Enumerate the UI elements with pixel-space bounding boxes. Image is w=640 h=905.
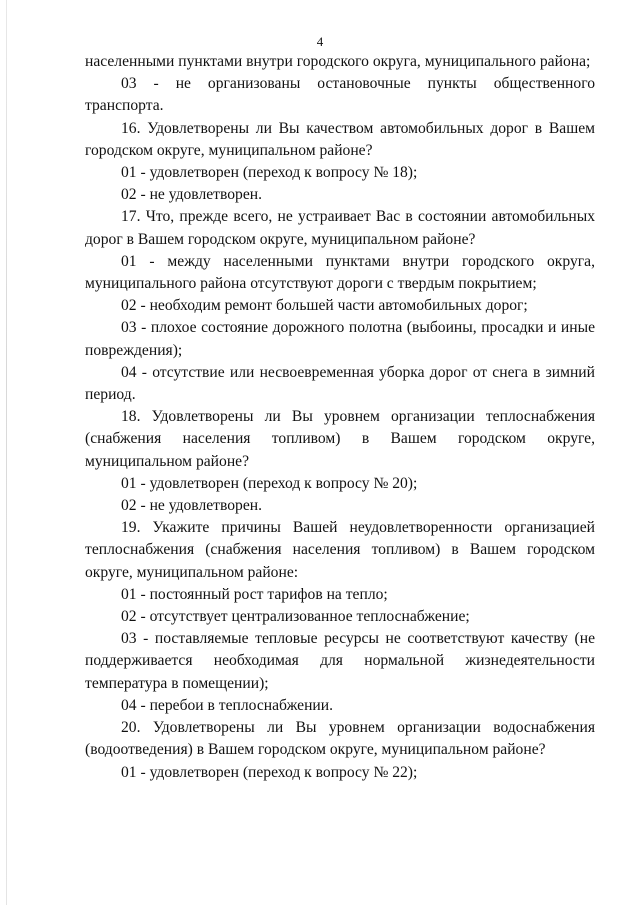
question-16: 16. Удовлетворены ли Вы качеством автомобильных дорог в Вашем городском округе, муниципальном районе? [85,119,595,159]
question-18: 18. Удовлетворены ли Вы уровнем организации теплоснабжения (снабжения населения топливом) в Вашем городском округе, муниципальном районе? [85,408,595,470]
answer-option: 03 - поставляемые тепловые ресурсы не соответствуют качеству (не поддерживается необходимая для нормальной жизнедеятельности температура в помещении); [85,630,595,692]
answer-option: 01 - удовлетворен (переход к вопросу № 20); [121,474,418,492]
paragraph-continuation: населенными пунктами внутри городского округа, муниципального района; [85,53,591,70]
answer-option: 02 - не удовлетворен. [121,186,262,204]
question-17: 17. Что, прежде всего, не устраивает Вас в состоянии автомобильных дорог в Вашем городском округе, муниципальном районе? [85,208,595,248]
answer-option: 01 - удовлетворен (переход к вопросу № 22); [121,763,418,781]
answer-option: 02 - не удовлетворен. [121,497,262,515]
answer-option: 01 - постоянный рост тарифов на тепло; [121,585,388,603]
answer-option: 03 - плохое состояние дорожного полотна (выбоины, просадки и иные повреждения); [85,319,595,359]
document-body [85,51,595,784]
answer-option: 04 - перебои в теплоснабжении. [121,696,334,714]
answer-option: 03 - не организованы остановочные пункты общественного транспорта. [85,75,595,115]
scan-edge-line [6,0,7,905]
question-19: 19. Укажите причины Вашей неудовлетворенности организацией теплоснабжения (снабжения населения топливом) в Вашем городском округе, муниципальном районе: [85,519,595,581]
question-20: 20. Удовлетворены ли Вы уровнем организации водоснабжения (водоотведения) в Вашем городском округе, муниципальном районе? [85,719,595,759]
page-number: 4 [316,34,324,49]
answer-option: 01 - удовлетворен (переход к вопросу № 18); [121,164,418,182]
answer-option: 02 - отсутствует централизованное теплоснабжение; [121,608,470,626]
answer-option: 01 - между населенными пунктами внутри городского округа, муниципального района отсутствуют дороги с твердым покрытием; [85,252,595,293]
answer-option: 04 - отсутствие или несвоевременная уборка дорог от снега в зимний период. [85,363,595,404]
answer-option: 02 - необходим ремонт большей части автомобильных дорог; [121,297,528,315]
